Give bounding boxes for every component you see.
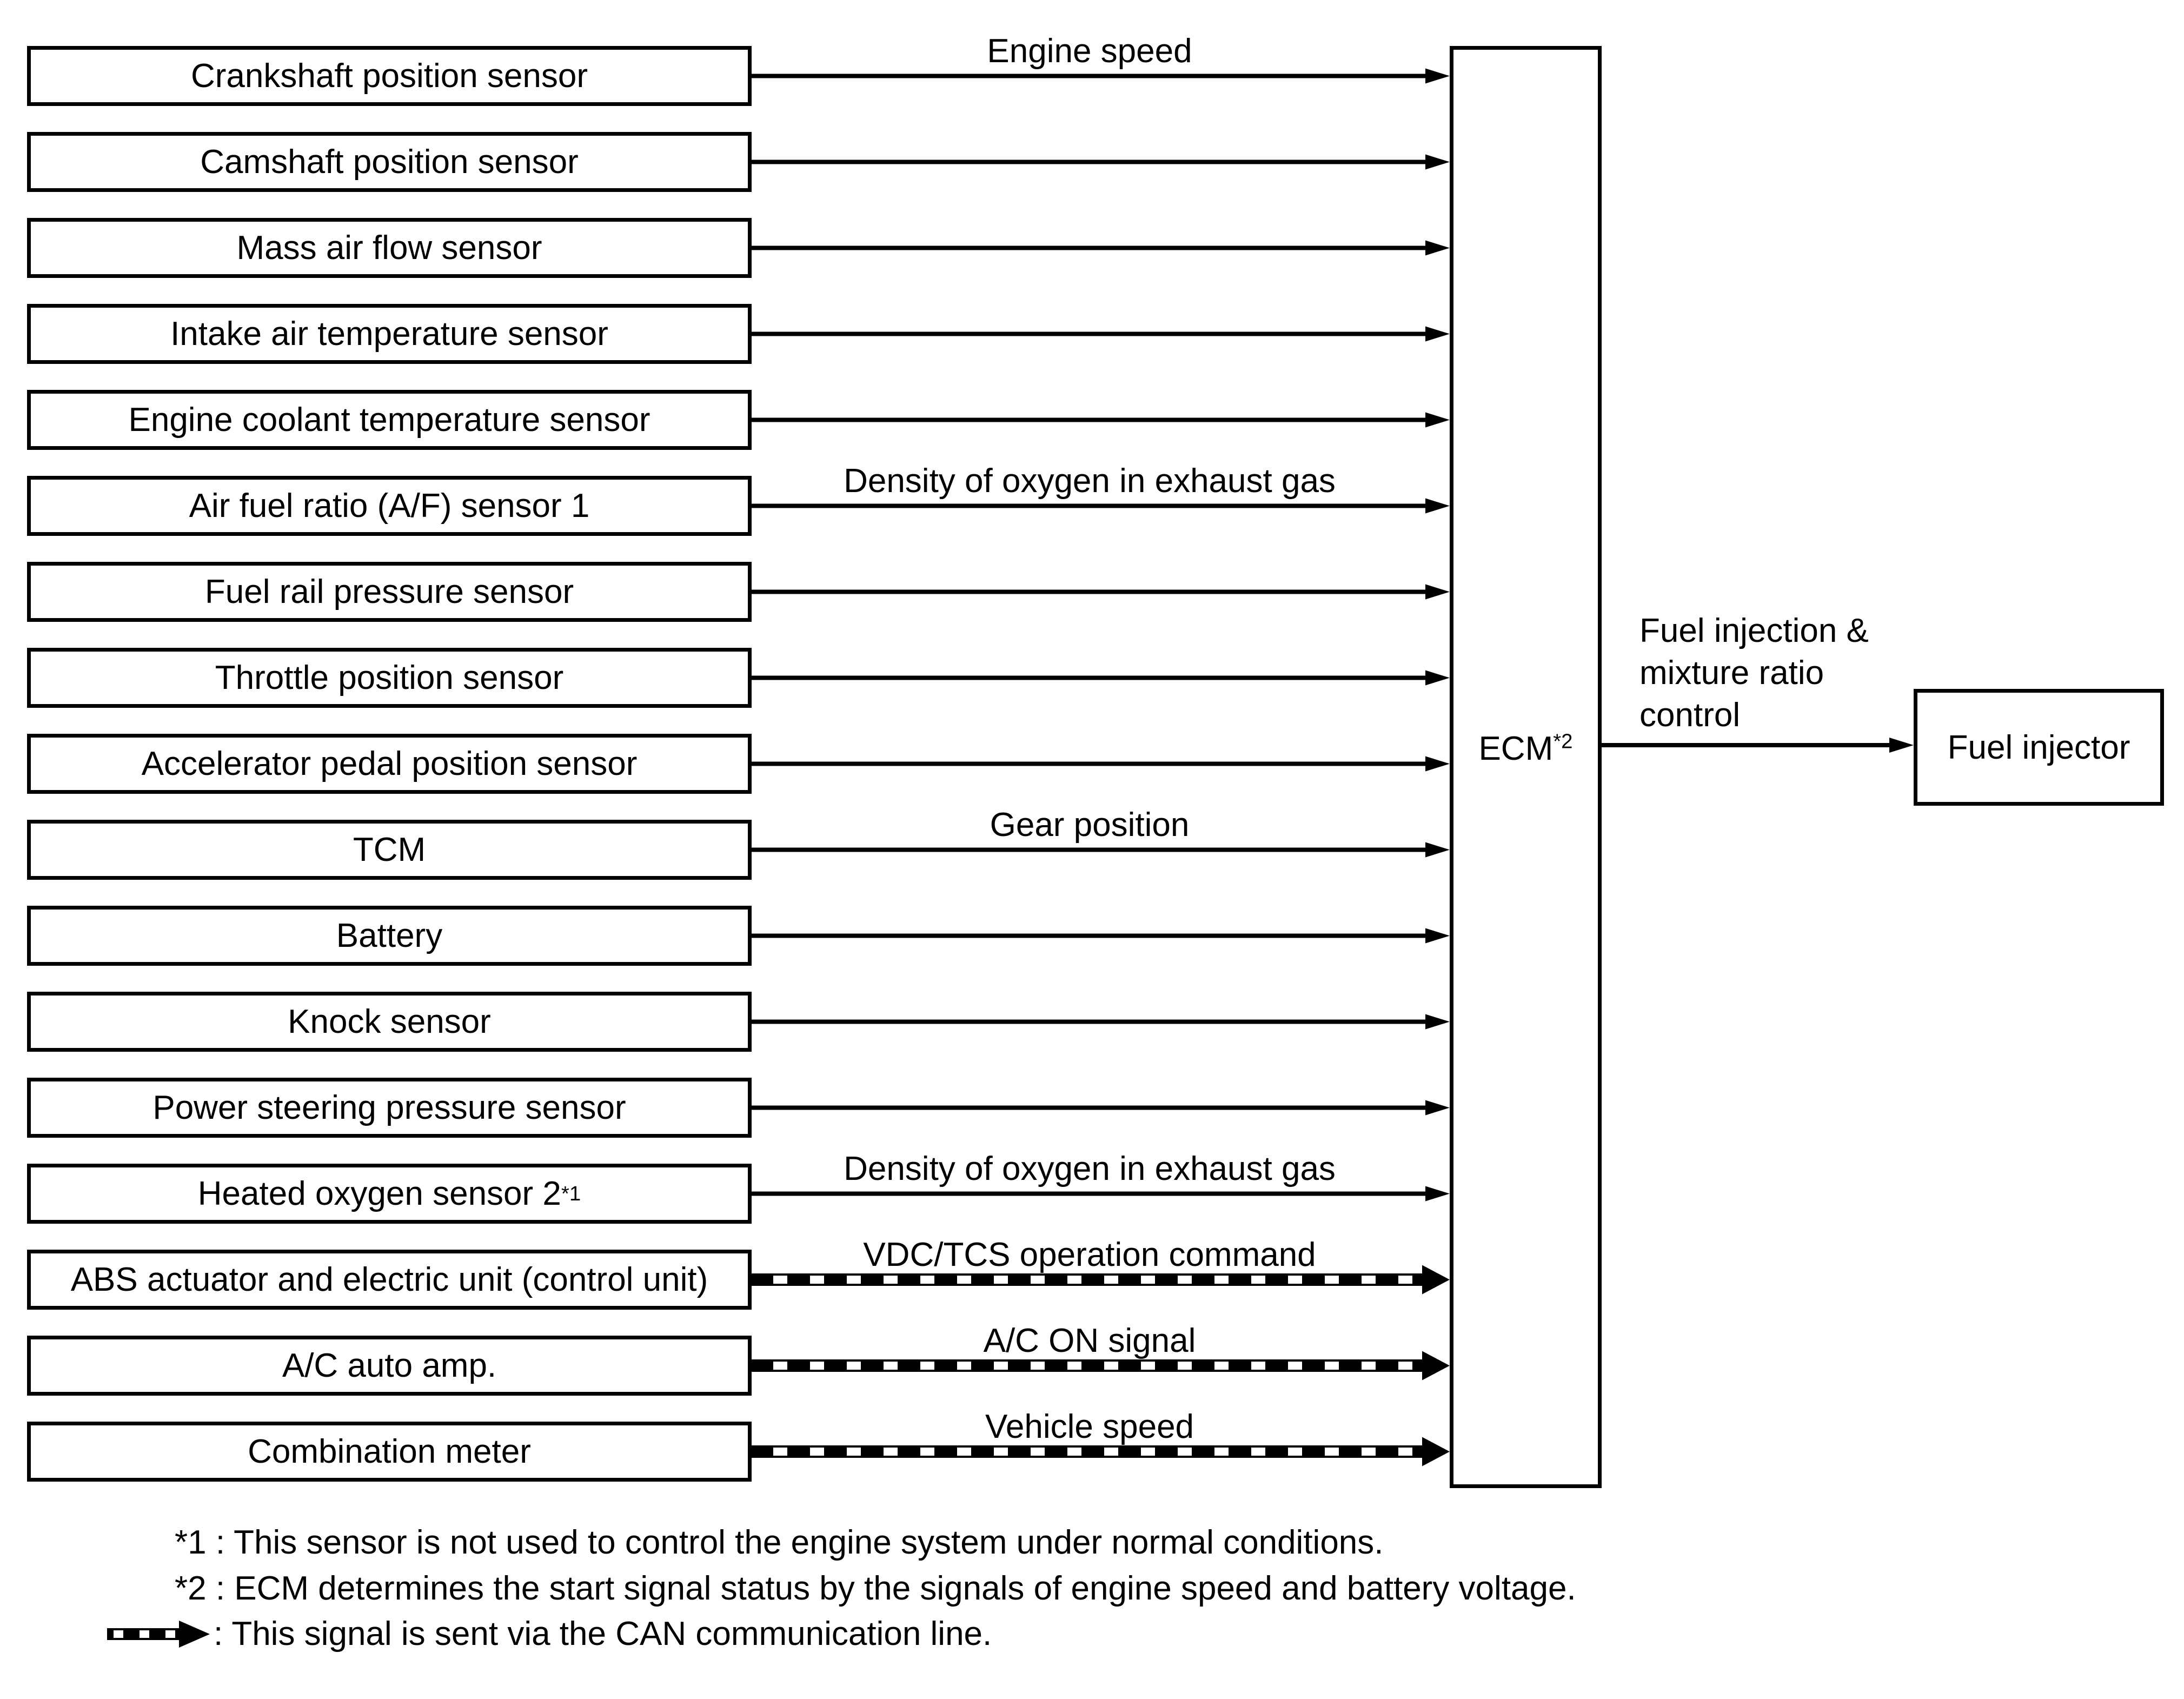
signal-label: Vehicle speed bbox=[985, 1408, 1194, 1445]
fuel-injector-label: Fuel injector bbox=[1947, 728, 2130, 766]
signal-arrow bbox=[752, 1014, 1450, 1030]
signal-arrow bbox=[752, 671, 1450, 686]
sensor-box-label: Air fuel ratio (A/F) sensor 1 bbox=[189, 487, 590, 525]
signal-arrow bbox=[752, 1186, 1450, 1202]
signal-label: Engine speed bbox=[987, 32, 1192, 70]
sensor-box-label: Mass air flow sensor bbox=[236, 229, 542, 267]
sensor-box bbox=[27, 390, 752, 450]
sensor-box bbox=[27, 734, 752, 794]
footnote-1 bbox=[175, 1524, 1384, 1561]
sensor-box-label: A/C auto amp. bbox=[282, 1346, 497, 1384]
footnote-can-text: : This signal is sent via the CAN communication line. bbox=[214, 1615, 992, 1652]
ecm-output-arrow bbox=[1602, 738, 1914, 753]
ecm-label-text: ECM bbox=[1478, 730, 1554, 767]
sensor-box bbox=[27, 906, 752, 966]
sensor-box-label: TCM bbox=[353, 831, 426, 868]
signal-arrow bbox=[752, 1100, 1450, 1116]
signal-arrow bbox=[752, 585, 1450, 600]
ecm-footnote-marker: *2 bbox=[1553, 729, 1573, 753]
signal-label: Density of oxygen in exhaust gas bbox=[844, 462, 1336, 500]
sensor-box bbox=[27, 46, 752, 106]
sensor-box bbox=[27, 1422, 752, 1482]
sensor-box-label: Camshaft position sensor bbox=[200, 143, 579, 181]
can-dashed-arrow-icon bbox=[107, 1619, 211, 1649]
signal-label: VDC/TCS operation command bbox=[863, 1236, 1316, 1273]
control-label-line-3: control bbox=[1639, 696, 1741, 734]
sensor-box bbox=[27, 1078, 752, 1138]
sensor-box-label: Accelerator pedal position sensor bbox=[141, 745, 638, 782]
signal-arrow bbox=[752, 842, 1450, 858]
footnote-2 bbox=[175, 1570, 1576, 1607]
sensor-box-label: Combination meter bbox=[248, 1432, 531, 1470]
control-label-line-2: mixture ratio bbox=[1639, 654, 1824, 692]
signal-arrow bbox=[752, 155, 1450, 170]
sensor-box-label: Knock sensor bbox=[288, 1003, 491, 1040]
signal-label: Gear position bbox=[990, 806, 1190, 844]
sensor-box bbox=[27, 132, 752, 192]
ecm-box bbox=[1450, 46, 1602, 1488]
sensor-box bbox=[27, 562, 752, 622]
signal-arrow bbox=[752, 69, 1450, 84]
signal-arrow bbox=[752, 499, 1450, 514]
sensor-box-label: ABS actuator and electric unit (control unit) bbox=[70, 1260, 708, 1298]
sensor-box-label: Power steering pressure sensor bbox=[152, 1089, 626, 1126]
sensor-box-label: Engine coolant temperature sensor bbox=[128, 401, 650, 439]
ecm-label bbox=[1453, 729, 1598, 767]
control-label-line-1: Fuel injection & bbox=[1639, 612, 1869, 649]
signal-label: Density of oxygen in exhaust gas bbox=[844, 1150, 1336, 1187]
sensor-box bbox=[27, 476, 752, 536]
sensor-box-label: Crankshaft position sensor bbox=[190, 57, 588, 95]
fuel-injector-box bbox=[1914, 689, 2164, 806]
footnote-can bbox=[107, 1616, 992, 1652]
sensor-box bbox=[27, 1250, 752, 1310]
signal-arrow bbox=[752, 413, 1450, 428]
signal-arrow bbox=[752, 327, 1450, 342]
sensor-box bbox=[27, 218, 752, 278]
sensor-box bbox=[27, 648, 752, 708]
signal-arrow bbox=[752, 756, 1450, 772]
sensor-box bbox=[27, 304, 752, 364]
sensor-box bbox=[27, 1336, 752, 1396]
sensor-box bbox=[27, 820, 752, 880]
signal-arrow bbox=[752, 928, 1450, 944]
footnote-2-text: *2 : ECM determines the start signal status by the signals of engine speed and battery voltage. bbox=[175, 1570, 1576, 1607]
fuel-injection-control-label bbox=[1639, 610, 1869, 736]
sensor-box-label: Heated oxygen sensor 2 bbox=[197, 1174, 561, 1212]
sensor-box: Heated oxygen sensor 2 *1 bbox=[27, 1164, 752, 1224]
signal-arrow bbox=[752, 241, 1450, 256]
sensor-box bbox=[27, 992, 752, 1052]
sensor-box-label: Fuel rail pressure sensor bbox=[204, 573, 574, 610]
sensor-box-label: Throttle position sensor bbox=[215, 659, 564, 696]
signal-label: A/C ON signal bbox=[983, 1322, 1196, 1359]
sensor-box-label: Battery bbox=[336, 917, 443, 954]
footnote-1-text: *1 : This sensor is not used to control the engine system under normal conditions. bbox=[175, 1524, 1384, 1561]
sensor-box-label: Intake air temperature sensor bbox=[170, 315, 608, 353]
